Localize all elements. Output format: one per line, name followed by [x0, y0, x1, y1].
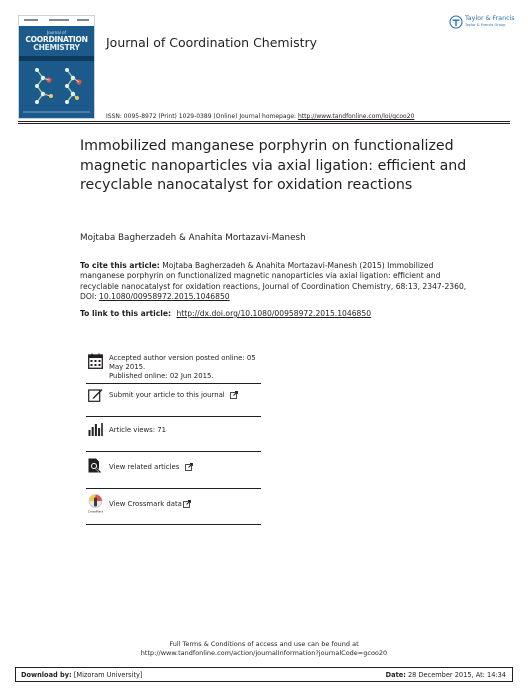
citation-label: To cite this article:	[80, 261, 160, 270]
publisher-logo-icon	[449, 15, 463, 29]
cover-small-text: Journal of	[47, 30, 66, 35]
crossmark-row[interactable]	[86, 494, 261, 518]
link-label: To link to this article:	[80, 309, 172, 318]
crossmark-link[interactable]: View Crossmark data	[109, 500, 182, 508]
external-link-icon	[183, 500, 191, 508]
related-articles-row[interactable]	[86, 458, 261, 480]
journal-cover-image	[18, 15, 95, 119]
article-doi-link[interactable]: http://dx.doi.org/10.1080/00958972.2015.1046850	[176, 309, 372, 318]
date-value: 28 December 2015, At: 14:34	[407, 671, 506, 679]
download-value: [Mizoram University]	[73, 671, 143, 679]
date-label: Date:	[385, 671, 406, 679]
article-title: Immobilized manganese porphyrin on functionalized magnetic nanoparticles via axial ligation: efficient and recyclable nanocatalyst for oxidation reactions	[80, 138, 467, 194]
calendar-icon	[88, 353, 103, 369]
download-info-box	[15, 667, 513, 682]
download-label: Download by:	[21, 671, 72, 679]
row-divider	[86, 416, 261, 417]
crossmark-badge-text: CrossMark	[88, 509, 103, 514]
pencil-edit-icon	[88, 388, 103, 402]
citation-block	[80, 261, 480, 302]
terms-url-link[interactable]: http://www.tandfonline.com/action/journalInformation?journalCode=gcoo20	[140, 648, 388, 657]
issn-line	[106, 113, 414, 120]
citation-doi-link[interactable]: 10.1080/00958972.2015.1046850	[99, 291, 230, 301]
terms-text: Full Terms & Conditions of access and use can be found at	[169, 640, 359, 648]
article-authors: Mojtaba Bagherzadeh & Anahita Mortazavi-Manesh	[80, 233, 306, 243]
cover-title-line2: CHEMISTRY	[33, 43, 80, 52]
cover-top-strip	[19, 16, 94, 26]
external-link-icon	[230, 391, 238, 399]
bar-chart-icon	[88, 423, 103, 436]
publication-dates-row	[86, 352, 261, 382]
accepted-date-line1: Accepted author version posted online: 05	[109, 354, 256, 362]
cover-footer-strip	[23, 111, 90, 113]
row-divider	[86, 488, 261, 489]
header-rule	[18, 121, 510, 122]
submit-article-row[interactable]	[86, 387, 261, 413]
published-date: Published online: 02 Jun 2015.	[109, 371, 214, 380]
citation-text: Mojtaba Bagherzadeh & Anahita Mortazavi-Manesh (2015) Immobilized manganese porphyrin on functionalized magnetic nanoparticles via axial ligation: efficient and recyclable nanocatalyst for oxidation reactions, Journal of Coordination Chemistry, 68:13, 2347-2360, DOI:	[80, 261, 467, 301]
crossmark-icon	[88, 494, 103, 514]
related-articles-icon	[88, 458, 102, 473]
cover-band	[19, 56, 94, 61]
cover-title-line1: COORDINATION	[25, 35, 88, 44]
article-link-line	[80, 309, 371, 318]
header-rule-secondary	[18, 123, 510, 124]
terms-footer	[0, 640, 528, 657]
row-divider	[86, 451, 261, 452]
publisher-logo	[449, 14, 513, 32]
download-date	[386, 671, 506, 679]
publisher-subtitle: Taylor & Francis Group	[465, 23, 506, 27]
issn-text: ISSN: 0095-8972 (Print) 1029-0389 (Online) Journal homepage:	[106, 113, 297, 120]
publisher-name: Taylor & Francis	[465, 15, 515, 22]
article-views-row	[86, 422, 261, 444]
article-views: Article views: 71	[109, 426, 167, 434]
submit-article-link[interactable]: Submit your article to this journal	[109, 391, 225, 399]
row-divider	[86, 383, 261, 384]
related-articles-link[interactable]: View related articles	[109, 463, 180, 471]
row-divider	[86, 524, 261, 525]
journal-homepage-link[interactable]: http://www.tandfonline.com/loi/gcoo20	[297, 113, 415, 120]
molecule-illustration	[29, 66, 87, 110]
external-link-icon	[185, 463, 193, 471]
journal-title[interactable]: Journal of Coordination Chemistry	[106, 35, 318, 50]
download-by	[21, 671, 143, 679]
accepted-date-line2: May 2015.	[109, 362, 146, 371]
